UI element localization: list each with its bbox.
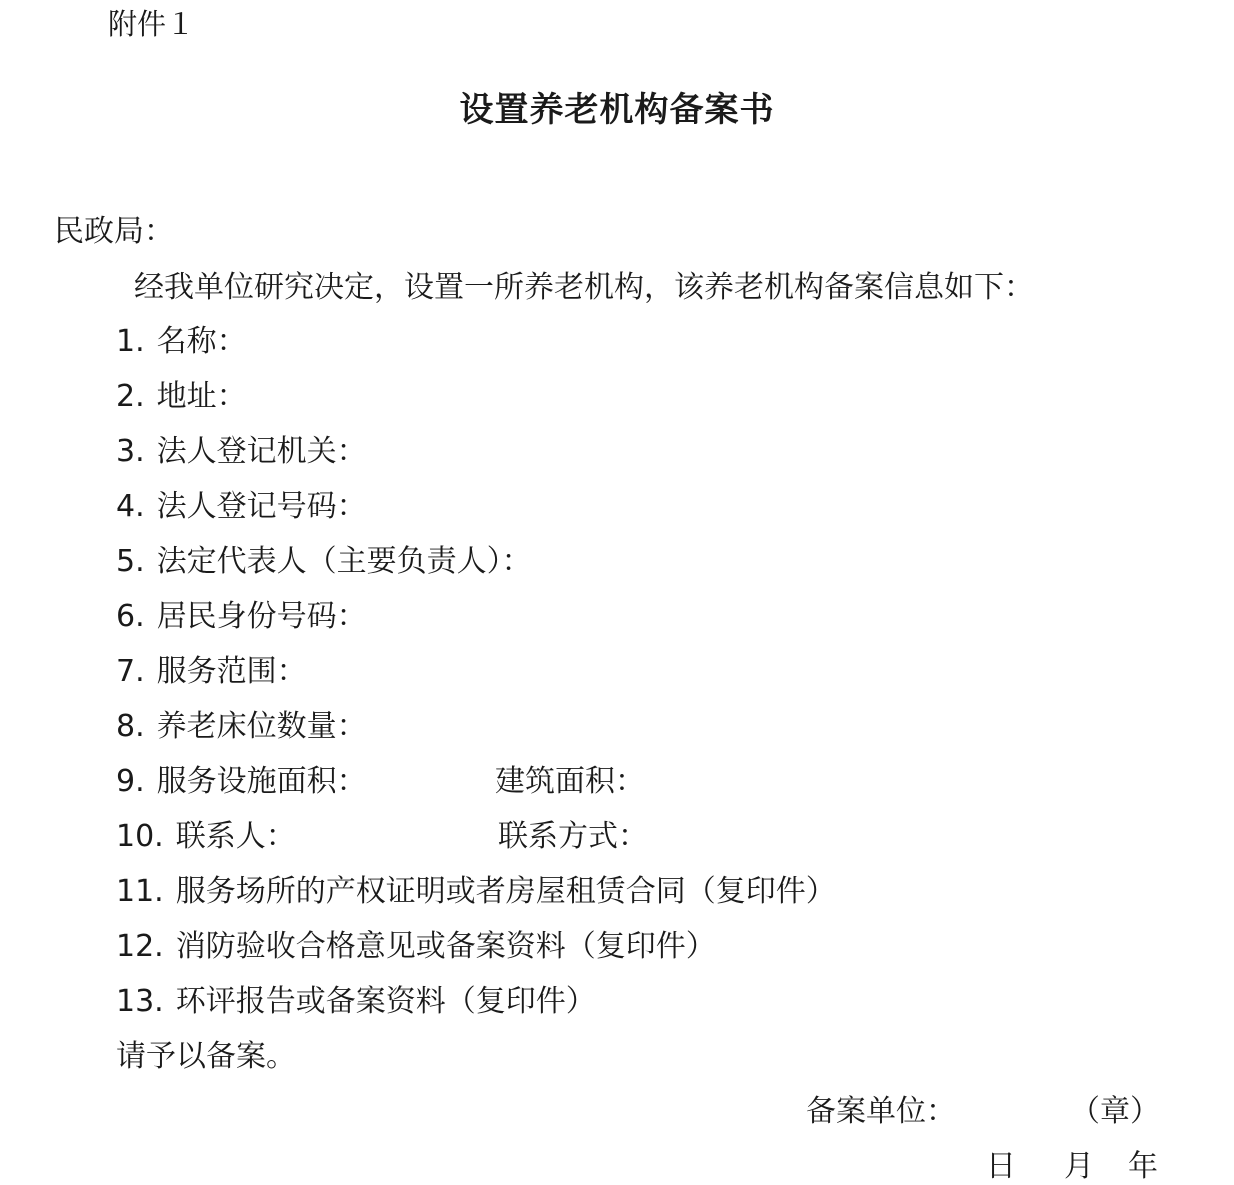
item-number: 9. xyxy=(116,764,145,799)
item-number: 1. xyxy=(116,324,145,359)
item-number: 3. xyxy=(116,434,145,469)
item-number: 10. xyxy=(116,819,164,854)
document-title: 设置养老机构备案书 xyxy=(459,90,775,130)
date-month: 月 xyxy=(1064,1149,1094,1184)
date-day: 日 xyxy=(986,1149,1016,1184)
item-number: 6. xyxy=(116,599,145,634)
item-label: 地址： xyxy=(156,379,247,414)
attachment-label: 附件１ xyxy=(108,7,196,41)
item-number: 2. xyxy=(116,379,145,414)
item-label: 居民身份号码： xyxy=(156,599,367,634)
list-item xyxy=(116,536,532,580)
building-area-label: 建筑面积： xyxy=(495,764,645,799)
list-item xyxy=(116,646,307,690)
item-label: 环评报告或备案资料（复印件） xyxy=(175,984,596,1019)
item-label: 法人登记号码： xyxy=(156,489,367,524)
item-label: 养老床位数量： xyxy=(156,709,367,744)
list-item xyxy=(116,371,247,415)
item-label: 服务场所的产权证明或者房屋租赁合同（复印件） xyxy=(175,874,836,909)
list-item xyxy=(116,866,836,910)
item-number: 7. xyxy=(116,654,145,689)
list-item xyxy=(116,316,247,360)
list-item xyxy=(116,701,367,745)
item-label: 联系人： xyxy=(175,819,296,854)
item-label: 法定代表人（主要负责人）： xyxy=(156,544,532,579)
item-number: 13. xyxy=(116,984,164,1019)
contact-method-label: 联系方式： xyxy=(498,819,648,854)
seal-placeholder: （章） xyxy=(1070,1094,1160,1129)
filing-unit-label: 备案单位： xyxy=(806,1094,956,1129)
list-item xyxy=(116,976,596,1020)
item-label: 服务设施面积： xyxy=(156,764,367,799)
item-number: 12. xyxy=(116,929,164,964)
item-number: 4. xyxy=(116,489,145,524)
list-item xyxy=(116,426,367,470)
list-item xyxy=(116,591,367,635)
item-number: 8. xyxy=(116,709,145,744)
item-label: 服务范围： xyxy=(156,654,307,689)
item-number: 5. xyxy=(116,544,145,579)
list-item xyxy=(116,481,367,525)
date-year: 年 xyxy=(1128,1149,1158,1184)
item-label: 名称： xyxy=(156,324,247,359)
item-number: 11. xyxy=(116,874,164,909)
intro-paragraph: 经我单位研究决定，设置一所养老机构，该养老机构备案信息如下： xyxy=(134,270,1034,305)
item-label: 法人登记机关： xyxy=(156,434,367,469)
list-item xyxy=(116,811,296,855)
list-item xyxy=(116,921,716,965)
list-item xyxy=(116,756,367,800)
item-label: 消防验收合格意见或备案资料（复印件） xyxy=(175,929,716,964)
closing-request: 请予以备案。 xyxy=(116,1039,296,1074)
addressee: 民政局： xyxy=(54,214,174,249)
